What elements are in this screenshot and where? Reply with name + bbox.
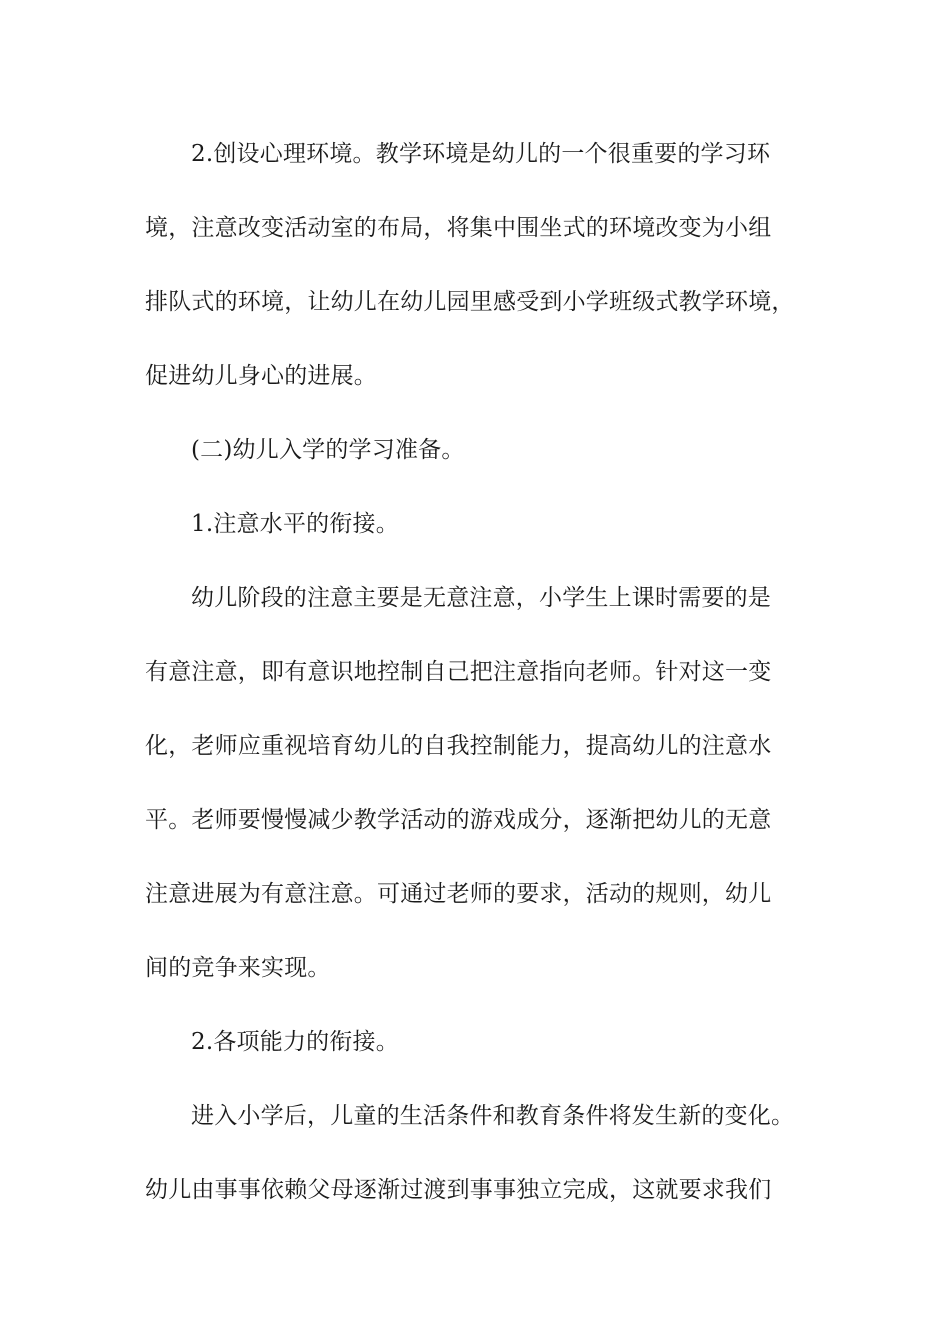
text-line: 注意进展为有意注意。可通过老师的要求，活动的规则，幼儿 xyxy=(145,881,772,907)
text-line: 平。老师要慢慢减少教学活动的游戏成分，逐渐把幼儿的无意 xyxy=(145,807,772,833)
section-heading-learning-preparation xyxy=(145,413,825,487)
text-line: 1.注意水平的衔接。 xyxy=(191,511,399,537)
text-line: 境，注意改变活动室的布局，将集中围坐式的环境改变为小组 xyxy=(145,215,772,241)
text-line: 幼儿阶段的注意主要是无意注意，小学生上课时需要的是 xyxy=(191,585,771,611)
paragraph-attention-transition xyxy=(145,561,825,1005)
text-line: 促进幼儿身心的进展。 xyxy=(145,363,377,389)
text-line: 2.创设心理环境。教学环境是幼儿的一个很重要的学习环 xyxy=(191,141,771,167)
text-line: 有意注意，即有意识地控制自己把注意指向老师。针对这一变 xyxy=(145,659,772,685)
document-body xyxy=(145,117,825,1227)
text-line: 间的竞争来实现。 xyxy=(145,955,331,981)
text-line: (二)幼儿入学的学习准备。 xyxy=(191,437,465,463)
paragraph-psychological-environment xyxy=(145,117,825,413)
text-line: 化，老师应重视培育幼儿的自我控制能力，提高幼儿的注意水 xyxy=(145,733,772,759)
subheading-attention-level xyxy=(145,487,825,561)
text-line: 进入小学后，儿童的生活条件和教育条件将发生新的变化。 xyxy=(191,1103,795,1129)
text-line: 2.各项能力的衔接。 xyxy=(191,1029,399,1055)
text-line: 排队式的环境，让幼儿在幼儿园里感受到小学班级式教学环境， xyxy=(145,289,795,315)
paragraph-primary-school-changes xyxy=(145,1079,825,1227)
subheading-abilities xyxy=(145,1005,825,1079)
text-line: 幼儿由事事依赖父母逐渐过渡到事事独立完成，这就要求我们 xyxy=(145,1177,772,1203)
